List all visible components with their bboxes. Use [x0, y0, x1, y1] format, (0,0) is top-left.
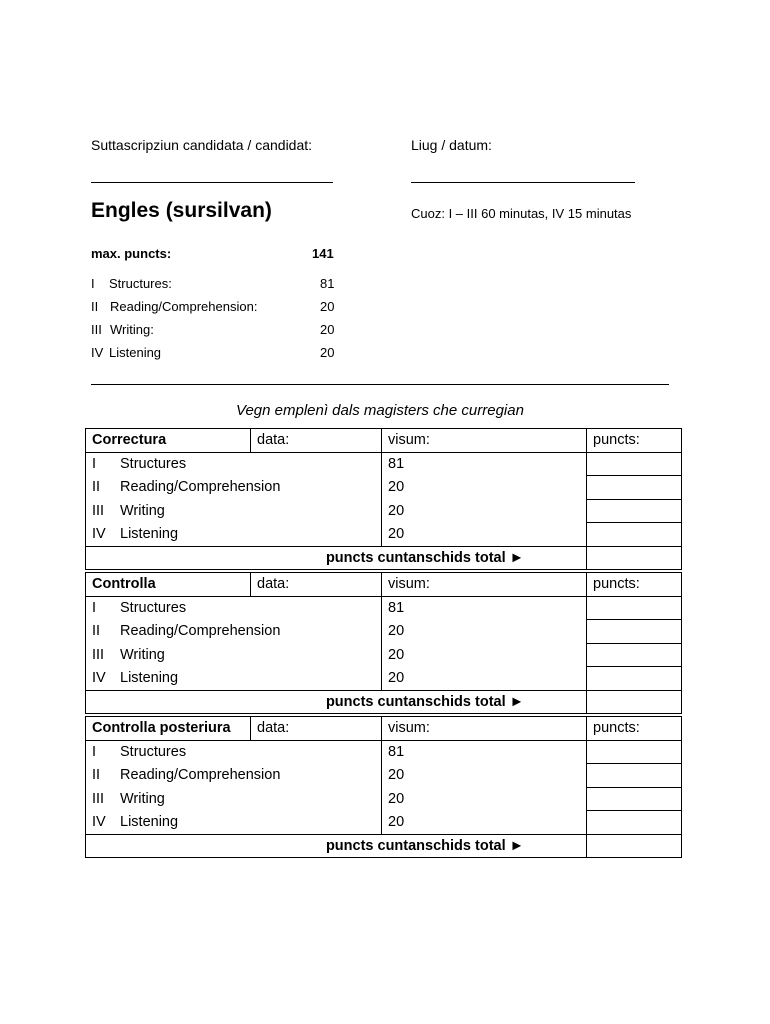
total-points-input[interactable] — [587, 834, 682, 858]
row-num: I — [92, 456, 97, 472]
row-label — [86, 667, 382, 691]
row-points-input[interactable] — [587, 476, 682, 500]
row-label — [86, 596, 382, 620]
section-label: Listening — [109, 345, 162, 360]
row-text: Listening — [120, 670, 179, 686]
total-label: puncts cuntanschids total ► — [86, 546, 587, 570]
row-value: 20 — [382, 499, 587, 523]
section-points: 81 — [320, 276, 335, 291]
visum-field[interactable]: visum: — [382, 429, 587, 453]
row-points-input[interactable] — [587, 667, 682, 691]
row-value: 20 — [382, 476, 587, 500]
row-points-input[interactable] — [587, 620, 682, 644]
row-text: Reading/Comprehension — [120, 623, 281, 640]
row-label — [86, 452, 382, 476]
row-points-input[interactable] — [587, 596, 682, 620]
visum-field[interactable]: visum: — [382, 717, 587, 741]
section-num: IV — [91, 345, 104, 360]
row-text: Structures — [120, 744, 187, 760]
row-value: 81 — [382, 740, 587, 764]
total-points-input[interactable] — [587, 546, 682, 570]
box-title: Controlla posteriura — [86, 717, 251, 741]
date-field[interactable]: data: — [251, 717, 382, 741]
row-num: I — [92, 600, 97, 616]
section-label: Reading/Comprehension: — [110, 299, 258, 314]
section-label: Writing: — [110, 322, 154, 337]
row-text: Structures — [120, 456, 187, 472]
row-value: 20 — [382, 764, 587, 788]
points-field[interactable]: puncts: — [587, 429, 682, 453]
control-box — [85, 572, 682, 714]
section-num: II — [91, 299, 99, 314]
section-points: 20 — [320, 299, 335, 314]
row-num: IV — [92, 670, 106, 686]
row-text: Writing — [120, 790, 165, 807]
row-num: III — [92, 646, 105, 663]
row-text: Writing — [120, 646, 165, 663]
signature-line[interactable] — [91, 182, 333, 183]
row-points-input[interactable] — [587, 787, 682, 811]
place-date-line[interactable] — [411, 182, 635, 183]
duration-text: Cuoz: I – III 60 minutas, IV 15 minutas — [411, 206, 632, 221]
row-label — [86, 740, 382, 764]
row-text: Structures — [120, 600, 187, 616]
row-points-input[interactable] — [587, 740, 682, 764]
row-num: II — [92, 623, 101, 640]
date-field[interactable]: data: — [251, 573, 382, 597]
row-points-input[interactable] — [587, 643, 682, 667]
section-points: 20 — [320, 322, 335, 337]
row-points-input[interactable] — [587, 523, 682, 547]
max-points-value: 141 — [312, 246, 334, 261]
row-points-input[interactable] — [587, 764, 682, 788]
teacher-note: Vegn emplenì dals magisters che curregian — [236, 402, 524, 419]
row-text: Listening — [120, 814, 179, 830]
row-value: 20 — [382, 620, 587, 644]
row-label — [86, 523, 382, 547]
section-num: I — [91, 276, 95, 291]
row-label — [86, 764, 382, 788]
box-title: Correctura — [86, 429, 251, 453]
signature-label: Suttascripziun candidata / candidat: — [91, 137, 313, 153]
page-title: Engles (sursilvan) — [91, 199, 272, 222]
row-points-input[interactable] — [587, 811, 682, 835]
row-points-input[interactable] — [587, 499, 682, 523]
row-num: II — [92, 479, 101, 496]
row-label — [86, 620, 382, 644]
row-label — [86, 476, 382, 500]
row-num: IV — [92, 526, 106, 542]
row-value: 20 — [382, 523, 587, 547]
row-num: II — [92, 767, 101, 784]
correction-box — [85, 428, 682, 570]
total-label: puncts cuntanschids total ► — [86, 690, 587, 714]
row-text: Reading/Comprehension — [120, 767, 281, 784]
section-label: Structures: — [109, 276, 172, 291]
row-label — [86, 787, 382, 811]
points-field[interactable]: puncts: — [587, 573, 682, 597]
total-label: puncts cuntanschids total ► — [86, 834, 587, 858]
row-num: I — [92, 744, 97, 760]
row-value: 20 — [382, 643, 587, 667]
row-value: 81 — [382, 452, 587, 476]
post-control-box — [85, 716, 682, 858]
box-title: Controlla — [86, 573, 251, 597]
date-field[interactable]: data: — [251, 429, 382, 453]
row-value: 20 — [382, 811, 587, 835]
row-text: Reading/Comprehension — [120, 479, 281, 496]
place-date-label: Liug / datum: — [411, 137, 492, 153]
row-label — [86, 811, 382, 835]
visum-field[interactable]: visum: — [382, 573, 587, 597]
total-points-input[interactable] — [587, 690, 682, 714]
points-field[interactable]: puncts: — [587, 717, 682, 741]
row-value: 20 — [382, 787, 587, 811]
section-num: III — [91, 322, 102, 337]
divider — [91, 384, 669, 385]
row-num: IV — [92, 814, 106, 830]
max-points-label: max. puncts: — [91, 246, 172, 261]
row-value: 20 — [382, 667, 587, 691]
row-label — [86, 643, 382, 667]
row-num: III — [92, 790, 105, 807]
row-value: 81 — [382, 596, 587, 620]
row-text: Listening — [120, 526, 179, 542]
row-text: Writing — [120, 502, 165, 519]
row-label — [86, 499, 382, 523]
section-points: 20 — [320, 345, 335, 360]
row-points-input[interactable] — [587, 452, 682, 476]
row-num: III — [92, 502, 105, 519]
